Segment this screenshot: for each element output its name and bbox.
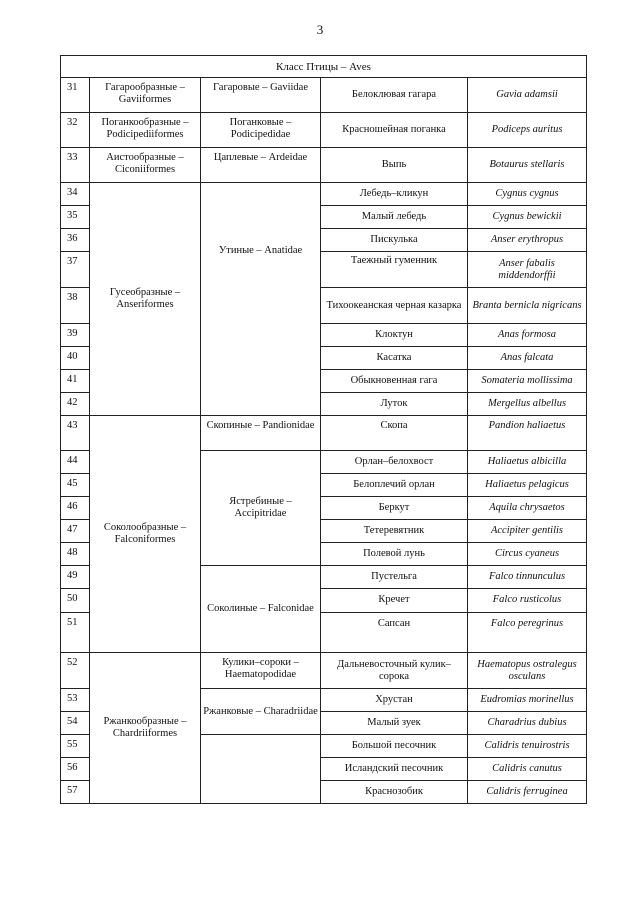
row-number: 39 xyxy=(61,324,90,347)
row-number: 32 xyxy=(61,113,90,148)
class-header: Класс Птицы – Aves xyxy=(61,56,587,78)
russian-name: Тетеревятник xyxy=(321,520,468,543)
row-number: 36 xyxy=(61,229,90,252)
russian-name: Сапсан xyxy=(321,612,468,652)
russian-name: Выпь xyxy=(321,148,468,183)
russian-name: Обыкновенная гага xyxy=(321,370,468,393)
row-number: 48 xyxy=(61,543,90,566)
latin-name: Aquila chrysaetos xyxy=(468,497,587,520)
family-cell: Ястребиные – Accipitridae xyxy=(201,451,321,566)
latin-name: Accipiter gentilis xyxy=(468,520,587,543)
latin-name: Cygnus bewickii xyxy=(468,206,587,229)
latin-name: Gavia adamsii xyxy=(468,78,587,113)
russian-name: Таежный гуменник xyxy=(321,252,468,288)
russian-name: Большой песочник xyxy=(321,735,468,758)
row-number: 31 xyxy=(61,78,90,113)
russian-name: Клоктун xyxy=(321,324,468,347)
russian-name: Малый зуек xyxy=(321,712,468,735)
row-number: 34 xyxy=(61,183,90,206)
russian-name: Белоплечий орлан xyxy=(321,474,468,497)
row-number: 55 xyxy=(61,735,90,758)
russian-name: Пискулька xyxy=(321,229,468,252)
latin-name: Haliaetus pelagicus xyxy=(468,474,587,497)
family-cell: Скопиные – Pandionidae xyxy=(201,416,321,451)
russian-name: Лебедь–кликун xyxy=(321,183,468,206)
russian-name: Орлан–белохвост xyxy=(321,451,468,474)
row-number: 46 xyxy=(61,497,90,520)
russian-name: Касатка xyxy=(321,347,468,370)
russian-name: Скопа xyxy=(321,416,468,451)
latin-name: Falco rusticolus xyxy=(468,589,587,612)
russian-name: Красношейная поганка xyxy=(321,113,468,148)
latin-name: Haliaetus albicilla xyxy=(468,451,587,474)
table-row xyxy=(61,183,587,206)
order-cell: Гагарообразные – Gaviiformes xyxy=(90,78,201,113)
russian-name: Тихоокеанская черная казарка xyxy=(321,288,468,324)
latin-name: Somateria mollissima xyxy=(468,370,587,393)
row-number: 49 xyxy=(61,566,90,589)
russian-name: Кречет xyxy=(321,589,468,612)
russian-name: Полевой лунь xyxy=(321,543,468,566)
row-number: 57 xyxy=(61,781,90,804)
class-header-row xyxy=(61,56,587,78)
latin-name: Anser erythropus xyxy=(468,229,587,252)
latin-name: Calidris ferruginea xyxy=(468,781,587,804)
latin-name: Botaurus stellaris xyxy=(468,148,587,183)
russian-name: Белоклювая гагара xyxy=(321,78,468,113)
page-number: 3 xyxy=(316,22,324,37)
row-number: 40 xyxy=(61,347,90,370)
latin-name: Podiceps auritus xyxy=(468,113,587,148)
row-number: 33 xyxy=(61,148,90,183)
table-row xyxy=(61,148,587,183)
row-number: 53 xyxy=(61,689,90,712)
order-cell: Ржанкообразные – Chardriiformes xyxy=(90,653,201,804)
table-row xyxy=(61,78,587,113)
russian-name: Хрустан xyxy=(321,689,468,712)
order-cell: Гусеобразные – Anseriformes xyxy=(90,183,201,416)
row-number: 52 xyxy=(61,653,90,689)
russian-name: Луток xyxy=(321,393,468,416)
russian-name: Дальневосточный кулик–сорока xyxy=(321,653,468,689)
row-number: 47 xyxy=(61,520,90,543)
latin-name: Anas formosa xyxy=(468,324,587,347)
order-cell: Поганкообразные – Podicipediiformes xyxy=(90,113,201,148)
species-table xyxy=(60,55,587,804)
row-number: 41 xyxy=(61,370,90,393)
latin-name: Calidris tenuirostris xyxy=(468,735,587,758)
table-row xyxy=(61,113,587,148)
latin-name: Pandion haliaetus xyxy=(468,416,587,451)
latin-name: Cygnus cygnus xyxy=(468,183,587,206)
row-number: 37 xyxy=(61,252,90,288)
row-number: 51 xyxy=(61,612,90,652)
family-cell: Утиные – Anatidae xyxy=(201,183,321,416)
row-number: 50 xyxy=(61,589,90,612)
russian-name: Исландский песочник xyxy=(321,758,468,781)
russian-name: Краснозобик xyxy=(321,781,468,804)
latin-name: Charadrius dubius xyxy=(468,712,587,735)
latin-name: Falco peregrinus xyxy=(468,612,587,652)
family-cell-empty xyxy=(201,735,321,804)
latin-name: Mergellus albellus xyxy=(468,393,587,416)
order-cell: Соколообразные – Falconiformes xyxy=(90,416,201,653)
table-row xyxy=(61,416,587,451)
russian-name: Малый лебедь xyxy=(321,206,468,229)
latin-name: Circus cyaneus xyxy=(468,543,587,566)
row-number: 42 xyxy=(61,393,90,416)
family-cell: Гагаровые – Gaviidae xyxy=(201,78,321,113)
russian-name: Беркут xyxy=(321,497,468,520)
family-cell: Соколиные – Falconidae xyxy=(201,566,321,653)
table-row xyxy=(61,653,587,689)
row-number: 44 xyxy=(61,451,90,474)
latin-name: Branta bernicla nigricans xyxy=(468,288,587,324)
row-number: 35 xyxy=(61,206,90,229)
latin-name: Anser fabalis middendorffii xyxy=(468,252,587,288)
row-number: 54 xyxy=(61,712,90,735)
family-cell: Поганковые – Podicipedidae xyxy=(201,113,321,148)
row-number: 43 xyxy=(61,416,90,451)
order-cell: Аистообразные – Ciconiiformes xyxy=(90,148,201,183)
family-cell: Ржанковые – Charadriidae xyxy=(201,689,321,735)
latin-name: Eudromias morinellus xyxy=(468,689,587,712)
row-number: 45 xyxy=(61,474,90,497)
latin-name: Calidris canutus xyxy=(468,758,587,781)
russian-name: Пустельга xyxy=(321,566,468,589)
row-number: 38 xyxy=(61,288,90,324)
row-number: 56 xyxy=(61,758,90,781)
latin-name: Haematopus ostralegus osculans xyxy=(468,653,587,689)
family-cell: Цаплевые – Ardeidae xyxy=(201,148,321,183)
latin-name: Anas falcata xyxy=(468,347,587,370)
latin-name: Falco tinnunculus xyxy=(468,566,587,589)
family-cell: Кулики–сороки – Haematopodidae xyxy=(201,653,321,689)
